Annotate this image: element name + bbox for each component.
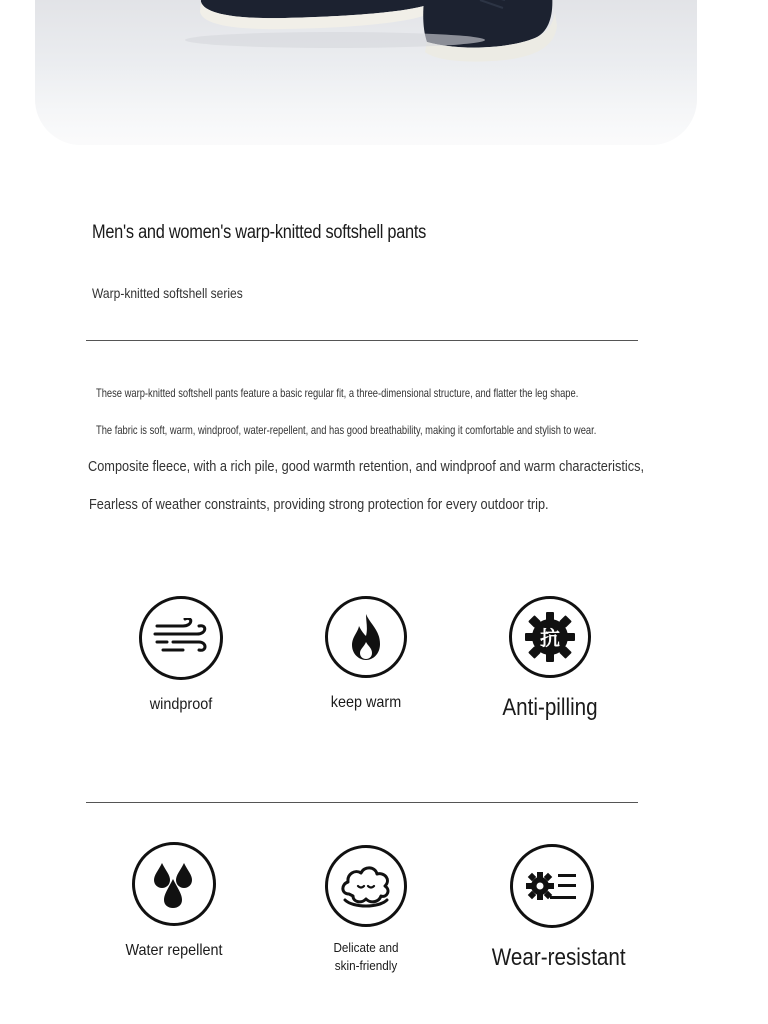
description-line-3: Composite fleece, with a rich pile, good warmth retention, and windproof and warm characteristics, [88, 459, 645, 475]
feature-label-wear-resistant: Wear-resistant [491, 944, 626, 971]
feature-label-anti-pilling: Anti-pilling [502, 694, 598, 721]
feature-label-line-2: skin-friendly [334, 958, 398, 973]
feature-label-windproof: windproof [149, 696, 213, 713]
divider-bottom [86, 802, 638, 803]
product-series: Warp-knitted softshell series [92, 285, 243, 301]
cloud-face-icon [325, 845, 407, 927]
feature-label-keep-warm: keep warm [330, 694, 402, 711]
water-drops-icon [132, 842, 216, 926]
description-line-2: The fabric is soft, warm, windproof, water-repellent, and has good breathability, making it comfortable and stylish to wear. [96, 423, 597, 437]
svg-text:抗: 抗 [540, 626, 560, 650]
gear-lines-icon [510, 844, 594, 928]
feature-label-water-repellent: Water repellent [125, 942, 223, 959]
feature-keep-warm [296, 596, 436, 712]
feature-skin-friendly [296, 845, 436, 975]
product-hero-image [35, 0, 697, 145]
flame-icon [325, 596, 407, 678]
wind-icon [139, 596, 223, 680]
feature-windproof [111, 596, 251, 714]
gear-anti-icon [509, 596, 591, 678]
divider-top [86, 340, 638, 341]
feature-label-skin-friendly [303, 939, 429, 975]
feature-water-repellent [104, 842, 244, 960]
feature-wear-resistant [482, 844, 626, 972]
feature-anti-pilling [480, 596, 620, 722]
description-line-1: These warp-knitted softshell pants feature a basic regular fit, a three-dimensional structure, and flatter the leg shape. [96, 386, 579, 400]
product-title: Men's and women's warp-knitted softshell pants [92, 222, 427, 243]
feature-label-line-1: Delicate and [333, 940, 399, 955]
description-line-4: Fearless of weather constraints, providing strong protection for every outdoor trip. [89, 497, 549, 513]
